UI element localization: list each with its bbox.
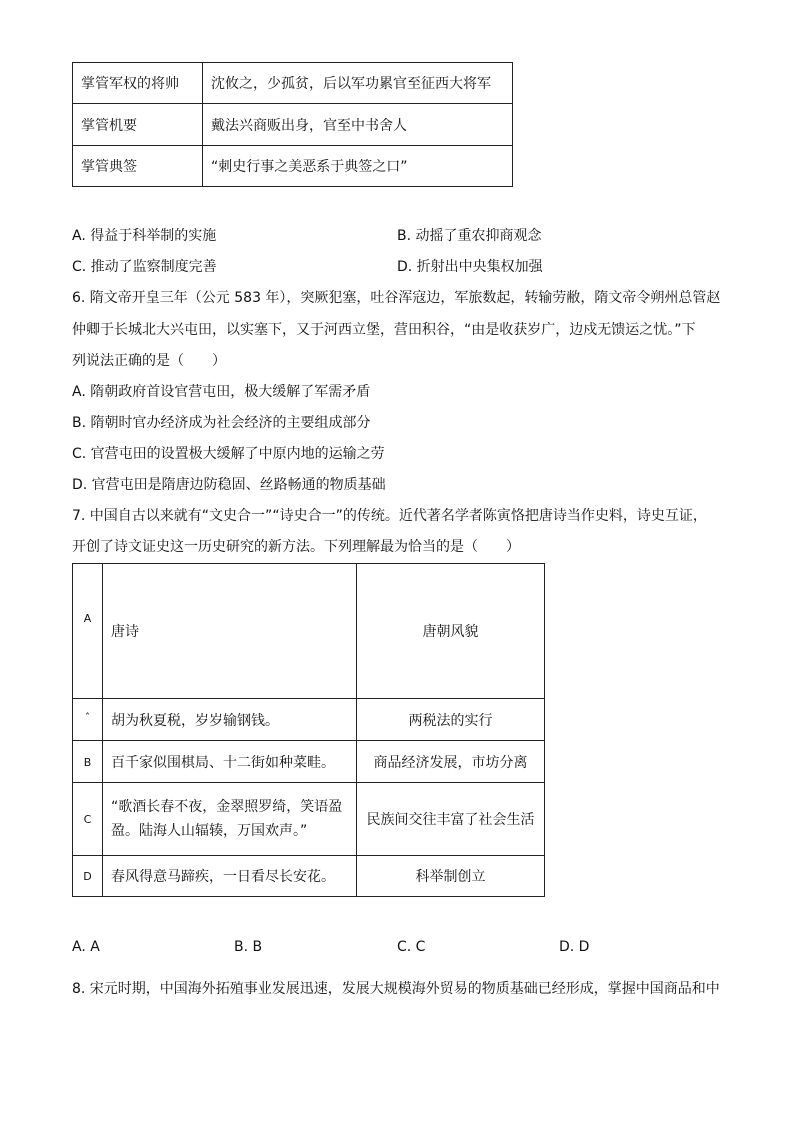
q5-option-a: A. 得益于科举制的实施 [72,228,217,244]
q6-stem-line3: 列说法正确的是（ ） [72,353,226,369]
q7-poem-cell: 胡为秋夏税，岁岁输钢钱。 [103,699,357,741]
q5-option-c: C. 推动了监察制度完善 [72,259,217,275]
q7-poem-line: “歌酒长春不夜，金翠照罗绮，笑语盈 [111,799,343,815]
q7-poem-cell [103,783,357,856]
q7-option-a: A. A [72,939,100,955]
q7-poem-cell: 百千家似围棋局、十二街如种菜畦。 [103,741,357,783]
q7-letter-cell: ˆ [73,699,103,741]
q7-option-b: B. B [234,939,263,955]
q6-option-b: B. 隋朝时官办经济成为社会经济的主要组成部分 [72,415,371,431]
q7-poem-line: 盈。陆海人山辐辏，万国欢声。” [111,823,308,839]
q5-option-b: B. 动摇了重农抑商观念 [397,228,542,244]
q7-feature-cell: 科举制创立 [357,856,545,897]
q7-poem-cell: 春风得意马蹄疾，一日看尽长安花。 [103,856,357,897]
q7-feature-cell: 两税法的实行 [357,699,545,741]
q7-feature-cell: 民族间交往丰富了社会生活 [357,783,545,856]
q7-stem-line1: 7. 中国自古以来就有“文史合一”“诗史合一”的传统。近代著名学者陈寅恪把唐诗当作史料，诗史互证， [72,508,707,524]
q7-stem-line2: 开创了诗文证史这一历史研究的新方法。下列理解最为恰当的是（ ） [72,539,520,555]
q7-header-poem: 唐诗 [103,564,357,699]
q7-table [72,563,545,897]
q5-desc-cell: “刺史行事之美恶系于典签之口” [203,146,513,187]
q7-header-feature: 唐朝风貌 [357,564,545,699]
q7-letter-cell: B [73,741,103,783]
q7-letter-cell: C [73,783,103,856]
q5-table [72,62,513,187]
q7-feature-cell: 商品经济发展，市坊分离 [357,741,545,783]
q5-role-cell: 掌管机要 [73,104,203,146]
q5-role-cell: 掌管军权的将帅 [73,63,203,104]
q8-stem-line1: 8. 宋元时期，中国海外拓殖事业发展迅速，发展大规模海外贸易的物质基础已经形成，掌握中国商品和中 [72,981,720,997]
q5-option-d: D. 折射出中央集权加强 [397,259,543,275]
q6-option-a: A. 隋朝政府首设官营屯田，极大缓解了军需矛盾 [72,384,371,400]
q6-stem-line2: 仲卿于长城北大兴屯田，以实塞下，又于河西立堡，营田积谷，“由是收获岁广，边戍无馈运之忧。”下 [72,322,696,338]
q5-role-cell: 掌管典签 [73,146,203,187]
q7-letter-cell: D [73,856,103,897]
q5-desc-cell: 沈攸之，少孤贫，后以军功累官至征西大将军 [203,63,513,104]
q5-desc-cell: 戴法兴商贩出身，官至中书舍人 [203,104,513,146]
q6-option-c: C. 官营屯田的设置极大缓解了中原内地的运输之劳 [72,446,385,462]
q7-option-d: D. D [559,939,590,955]
q6-stem-line1: 6. 隋文帝开皇三年（公元 583 年），突厥犯塞，吐谷浑寇边，军旅数起，转输劳敝，隋文帝令朔州总管赵 [72,290,721,306]
q7-letter-cell: A [73,564,103,699]
q7-option-c: C. C [397,939,426,955]
q6-option-d: D. 官营屯田是隋唐边防稳固、丝路畅通的物质基础 [72,477,386,493]
